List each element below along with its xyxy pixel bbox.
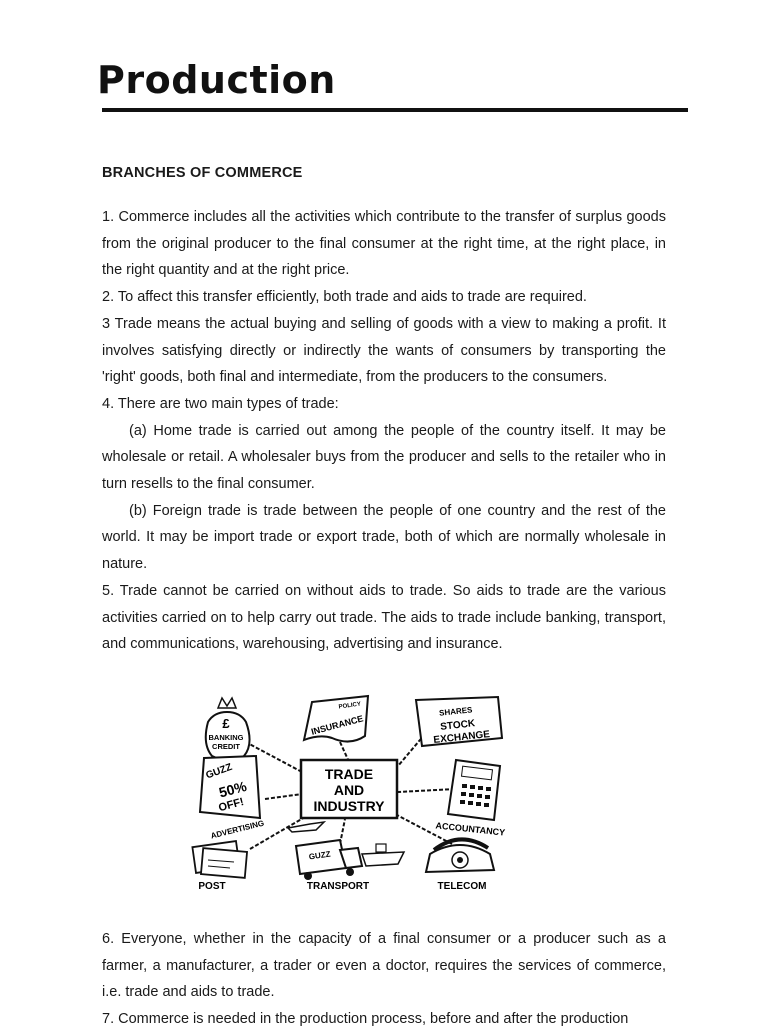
title-underline — [102, 108, 688, 112]
advertising-label: ADVERTISING — [209, 818, 266, 841]
section-heading: BRANCHES OF COMMERCE — [102, 165, 303, 181]
page-title: Production — [97, 58, 336, 102]
center-label-3: INDUSTRY — [313, 798, 385, 814]
exchange-label: EXCHANGE — [432, 729, 491, 746]
center-label-1: TRADE — [324, 766, 374, 782]
sale-label-1: 50% — [217, 777, 249, 801]
advertising-poster-icon — [200, 756, 265, 841]
truck-guzz-label: GUZZ — [308, 849, 332, 862]
body-text-bottom — [102, 926, 666, 1033]
telecom-label: TELECOM — [437, 881, 487, 892]
paragraph-5: 5. Trade cannot be carried on without aids to trade. So aids to trade are the various activities carried on to help carry out trade. The aids to trade include banking, transport, and communications, warehousing, advertising and insurance. — [102, 582, 666, 653]
sale-label-2: OFF! — [217, 795, 246, 815]
paragraph-6: 6. Everyone, whether in the capacity of a final consumer or a producer such as a farmer, a manufacturer, a trader or even a doctor, requires the services of commerce, i.e. trade and aids to trade. — [102, 931, 666, 1001]
shares-label: SHARES — [438, 705, 473, 718]
paragraph-4a: (a) Home trade is carried out among the people of the country itself. It may be wholesale or retail. A wholesaler buys from the producer and sells to the retailer who in turn resells to the final consumer. — [102, 422, 666, 493]
paragraph-4: 4. There are two main types of trade: — [102, 395, 339, 412]
banking-label-1: BANKING — [208, 733, 244, 742]
paragraph-2: 2. To affect this transfer efficiently, both trade and aids to trade are required. — [102, 289, 587, 306]
transport-icon — [288, 822, 404, 892]
body-text-top — [102, 204, 666, 658]
paragraph-1: 1. Commerce includes all the activities which contribute to the transfer of surplus goods from the original producer to the final consumer at the right time, at the right place, in the right quantity and at the right price. — [102, 209, 666, 279]
accountancy-label: ACCOUNTANCY — [435, 820, 506, 838]
stock-label: STOCK — [439, 718, 476, 733]
post-label: POST — [198, 881, 226, 892]
policy-label: POLICY — [338, 701, 362, 711]
center-label-2: AND — [333, 782, 365, 798]
telephone-icon — [426, 839, 494, 892]
post-letters-icon — [192, 841, 247, 892]
transport-label: TRANSPORT — [306, 881, 370, 892]
money-bag-icon — [206, 698, 250, 760]
pound-sign: £ — [222, 716, 230, 731]
paragraph-4b: (b) Foreign trade is trade between the people of one country and the rest of the world. It may be import trade or export trade, both of which are normally wholesale in nature. — [102, 502, 666, 573]
paragraph-7: 7. Commerce is needed in the production process, before and after the production — [102, 1011, 629, 1028]
paragraph-3: 3 Trade means the actual buying and selling of goods with a view to making a profit. It involves satisfying directly or indirectly the wants of consumers by transporting the 'right' goods, both final and intermediate, from the producers to the consumers. — [102, 315, 666, 386]
guzz-label: GUZZ — [204, 761, 234, 782]
insurance-policy-icon — [304, 696, 368, 742]
stock-exchange-icon — [416, 697, 502, 746]
banking-label-2: CREDIT — [212, 742, 240, 751]
calculator-icon — [435, 760, 506, 838]
trade-and-industry-box — [301, 760, 397, 818]
trade-and-industry-illustration — [190, 694, 512, 894]
insurance-label: INSURANCE — [310, 713, 365, 737]
